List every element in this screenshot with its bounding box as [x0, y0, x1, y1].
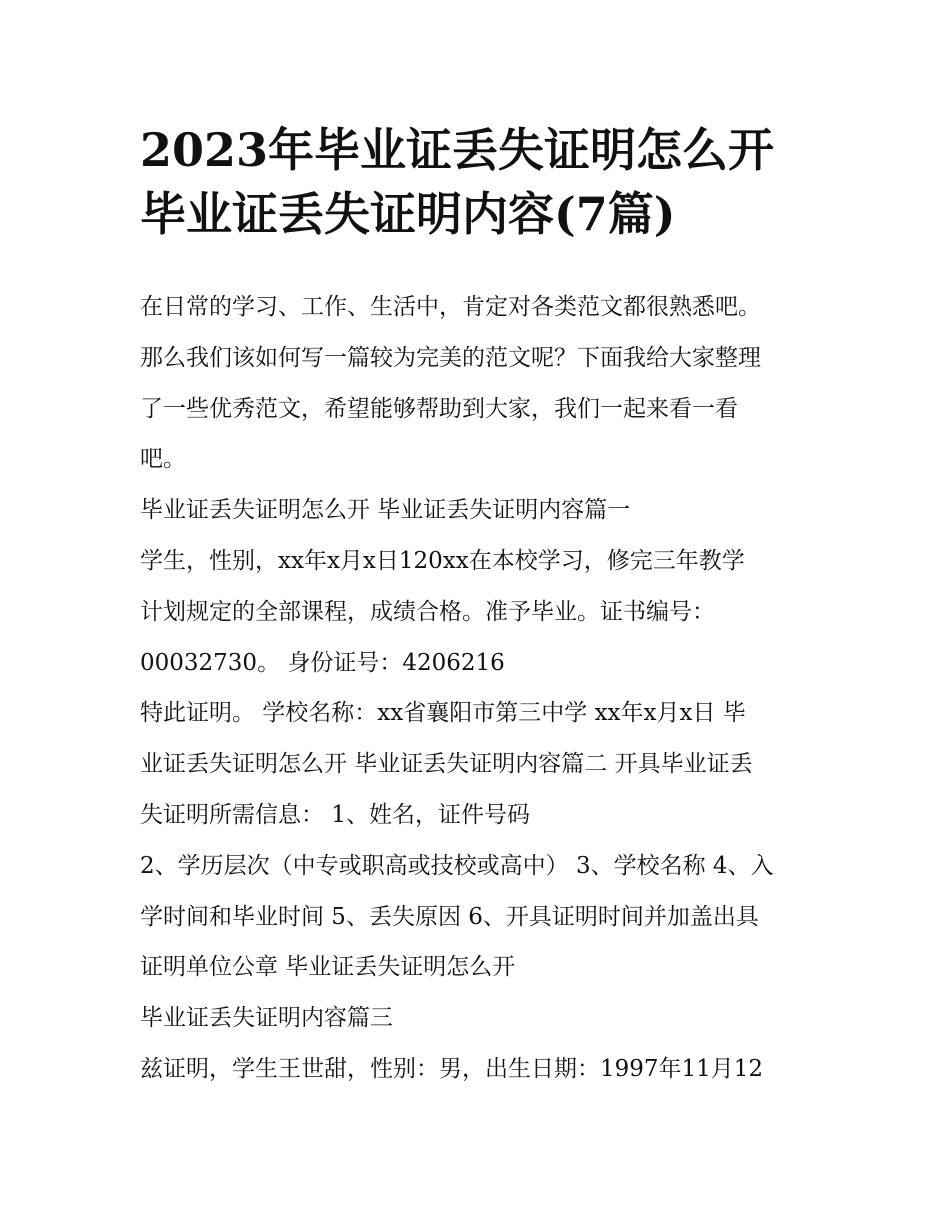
- section-heading-3: 毕业证丢失证明内容篇三: [140, 1005, 393, 1032]
- body-line: 了一些优秀范文，希望能够帮助到大家，我们一起来看一看: [140, 395, 738, 422]
- body-line: 失证明所需信息： 1、姓名，证件号码: [140, 801, 530, 828]
- body-line: 那么我们该如何写一篇较为完美的范文呢？下面我给大家整理: [140, 344, 761, 371]
- document-title: [140, 118, 840, 246]
- body-line: 特此证明。 学校名称：xx省襄阳市第三中学 xx年x月x日 毕: [140, 700, 746, 727]
- body-line: 2、学历层次（中专或职高或技校或高中） 3、学校名称 4、入: [140, 852, 774, 879]
- body-line: 吧。: [140, 446, 186, 473]
- title-line-2: 毕业证丢失证明内容(7篇): [140, 187, 676, 241]
- body-line: 在日常的学习、工作、生活中，肯定对各类范文都很熟悉吧。: [140, 294, 761, 320]
- section-heading-1: 毕业证丢失证明怎么开 毕业证丢失证明内容篇一: [140, 497, 631, 524]
- body-line: 证明单位公章 毕业证丢失证明怎么开: [140, 954, 516, 981]
- body-line: 学时间和毕业时间 5、丢失原因 6、开具证明时间并加盖出具: [140, 903, 759, 930]
- body-line: 学生，性别，xx年x月x日120xx在本校学习，修完三年教学: [140, 547, 745, 574]
- body-line: 计划规定的全部课程，成绩合格。准予毕业。证书编号：: [140, 598, 715, 625]
- body-line: 业证丢失证明怎么开 毕业证丢失证明内容篇二 开具毕业证丢: [140, 751, 753, 778]
- body-line: 00032730。 身份证号：4206216: [140, 649, 505, 676]
- body-line: 兹证明，学生王世甜，性别：男，出生日期：1997年11月12: [140, 1055, 764, 1082]
- document-body: [140, 282, 840, 1095]
- title-line-1: 2023年毕业证丢失证明怎么开: [140, 123, 775, 177]
